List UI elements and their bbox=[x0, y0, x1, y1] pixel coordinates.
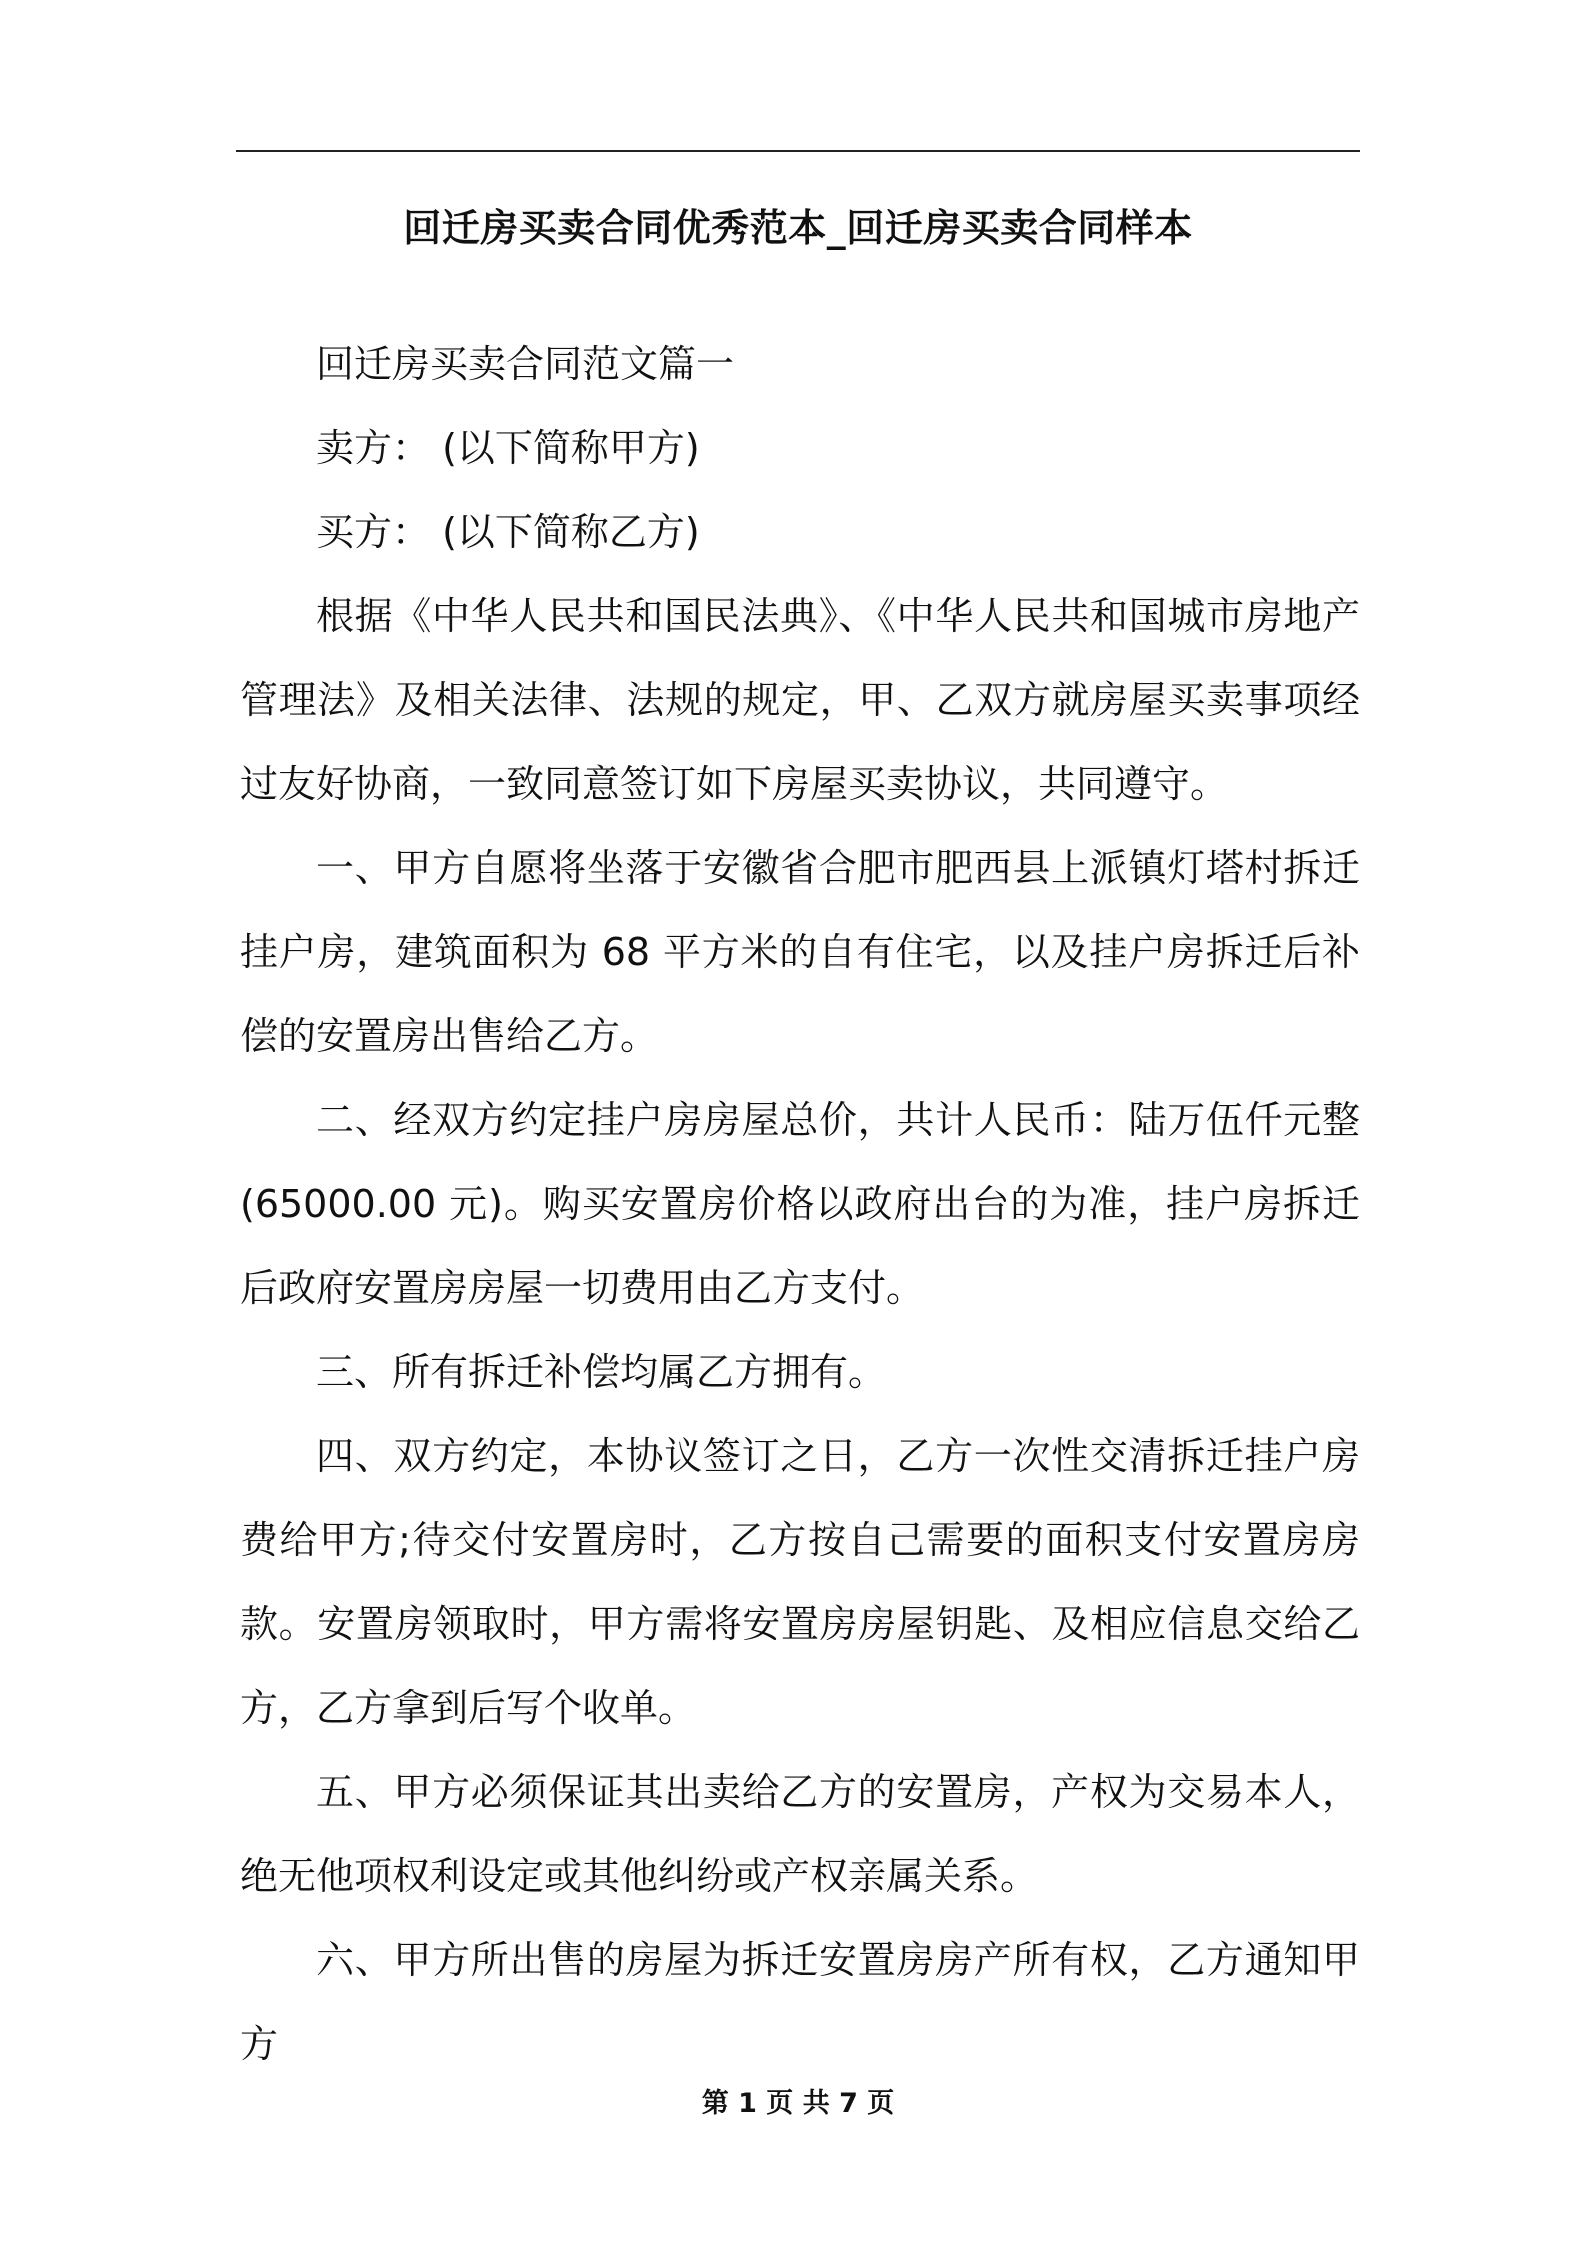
document-body bbox=[240, 322, 1360, 2086]
page-footer: 第 1 页 共 7 页 bbox=[701, 2088, 895, 2119]
header-rule bbox=[236, 150, 1360, 152]
seller-line: 卖方： (以下简称甲方) bbox=[316, 426, 700, 470]
section-heading: 回迁房买卖合同范文篇一 bbox=[316, 342, 735, 386]
clause-3: 三、所有拆迁补偿均属乙方拥有。 bbox=[316, 1350, 887, 1394]
clause-4: 四、双方约定，本协议签订之日，乙方一次性交清拆迁挂户房费给甲方;待交付安置房时，乙方按自己需要的面积支付安置房房款。安置房领取时，甲方需将安置房房屋钥匙、及相应信息交给乙方，乙方拿到后写个收单。 bbox=[240, 1434, 1360, 1730]
clause-2: 二、经双方约定挂户房房屋总价，共计人民币：陆万伍仟元整(65000.00 元)。购买安置房价格以政府出台的为准，挂户房拆迁后政府安置房房屋一切费用由乙方支付。 bbox=[240, 1098, 1360, 1310]
preamble-paragraph: 根据《中华人民共和国民法典》、《中华人民共和国城市房地产管理法》及相关法律、法规的规定，甲、乙双方就房屋买卖事项经过友好协商，一致同意签订如下房屋买卖协议，共同遵守。 bbox=[240, 594, 1360, 806]
buyer-line: 买方： (以下简称乙方) bbox=[316, 510, 700, 554]
clause-5: 五、甲方必须保证其出卖给乙方的安置房，产权为交易本人，绝无他项权利设定或其他纠纷或产权亲属关系。 bbox=[240, 1770, 1360, 1898]
clause-1: 一、甲方自愿将坐落于安徽省合肥市肥西县上派镇灯塔村拆迁挂户房，建筑面积为 68 平方米的自有住宅，以及挂户房拆迁后补偿的安置房出售给乙方。 bbox=[240, 846, 1360, 1058]
clause-6: 六、甲方所出售的房屋为拆迁安置房房产所有权，乙方通知甲方 bbox=[240, 1938, 1360, 2066]
document-title: 回迁房买卖合同优秀范本_回迁房买卖合同样本 bbox=[403, 206, 1193, 250]
